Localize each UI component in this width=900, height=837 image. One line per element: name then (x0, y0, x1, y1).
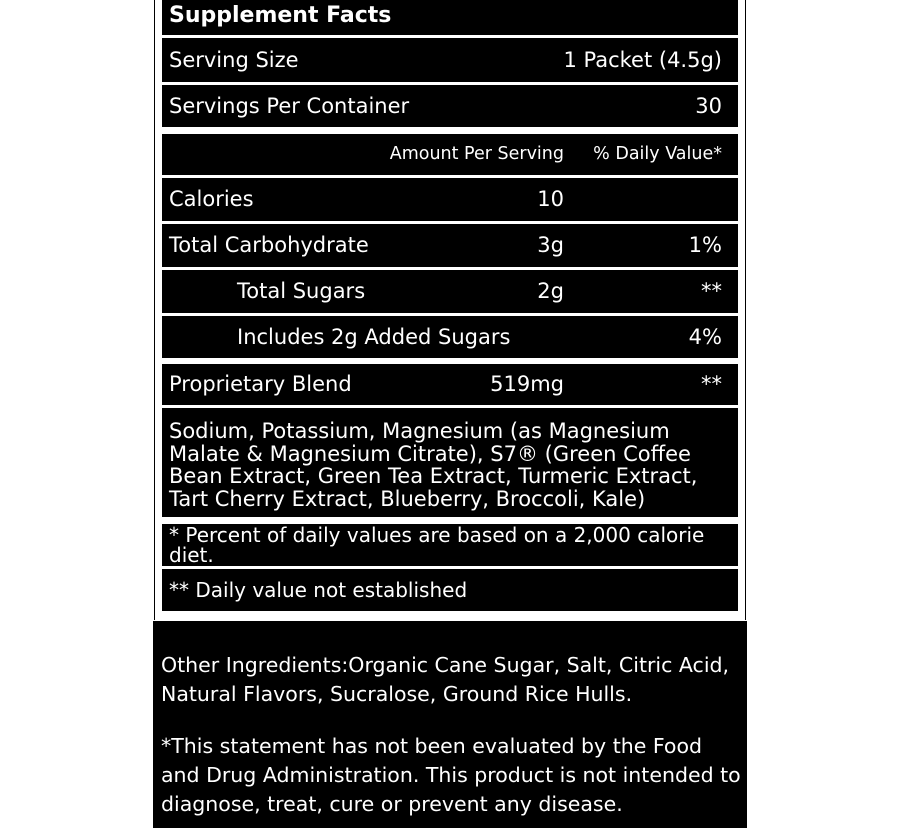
servings-per-container-value: 30 (695, 93, 722, 118)
proprietary-blend-row (162, 364, 738, 405)
fda-disclaimer: *This statement has not been evaluated by the Food and Drug Administration. This product is not intended to diagnose, treat, cure or prevent any disease. (161, 734, 741, 816)
nutrient-daily-value: ** (701, 372, 722, 396)
panel-right-edge (745, 0, 746, 620)
nutrient-label: Total Sugars (237, 279, 366, 303)
nutrient-row (162, 178, 738, 221)
nutrient-amount: 519mg (490, 372, 564, 396)
supplement-facts-title-bar (162, 0, 738, 35)
blend-ingredients: Sodium, Potassium, Magnesium (as Magnesium Malate & Magnesium Citrate), S7® (Green Coffee Bean Extract, Green Tea Extract, Turmeric Extract, Tart Cherry Extract, Blueberry, Broccoli, Kale) (162, 408, 738, 517)
daily-value-header: % Daily Value* (593, 143, 722, 164)
nutrient-amount: 10 (537, 187, 564, 211)
footnote-daily-values (162, 524, 738, 566)
nutrient-amount: 3g (537, 233, 564, 257)
footnote-daily-values-text: * Percent of daily values are based on a 2,000 calorie diet. (169, 523, 705, 567)
serving-size-label: Serving Size (169, 47, 299, 72)
serving-size-row (162, 38, 738, 82)
panel-left-edge (154, 0, 155, 620)
nutrient-row (162, 270, 738, 313)
nutrient-amount: 2g (537, 279, 564, 303)
nutrient-label: Calories (169, 187, 254, 211)
nutrient-daily-value: 1% (688, 233, 722, 257)
nutrient-daily-value: ** (701, 279, 722, 303)
servings-per-container-row (162, 85, 738, 127)
bottom-info-panel (153, 621, 747, 828)
nutrient-label: Total Carbohydrate (169, 233, 369, 257)
nutrient-label: Proprietary Blend (169, 372, 352, 396)
other-ingredients: Other Ingredients:Organic Cane Sugar, Salt, Citric Acid, Natural Flavors, Sucralose, Ground Rice Hulls. (161, 653, 730, 706)
serving-size-value: 1 Packet (4.5g) (563, 47, 722, 72)
nutrient-row (162, 316, 738, 358)
footnote-not-established-text: ** Daily value not established (169, 578, 468, 602)
nutrient-row (162, 224, 738, 267)
amount-per-serving-header: Amount Per Serving (389, 143, 564, 164)
column-header-row (162, 134, 738, 175)
nutrient-daily-value: 4% (688, 324, 722, 349)
footnote-not-established (162, 569, 738, 611)
supplement-facts-title: Supplement Facts (169, 3, 392, 28)
nutrient-label: Includes 2g Added Sugars (237, 324, 511, 349)
servings-per-container-label: Servings Per Container (169, 93, 410, 118)
